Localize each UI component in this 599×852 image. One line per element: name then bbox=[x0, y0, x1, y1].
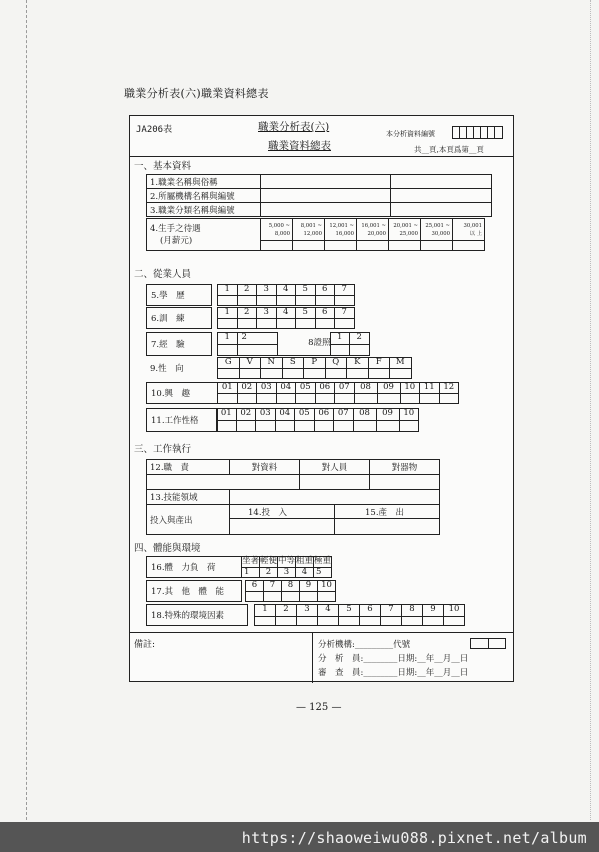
license-cell[interactable]: 2 bbox=[349, 332, 370, 356]
load-label: 16.體 力負 荷 bbox=[146, 556, 242, 578]
load-cell[interactable]: 極重 5 bbox=[314, 556, 332, 577]
work-trait-cell[interactable]: 04 bbox=[275, 408, 296, 432]
body-cell[interactable]: 9 bbox=[299, 580, 318, 602]
reviewer-line[interactable]: 審 查 員:________日期:__年__月__日 bbox=[318, 668, 469, 678]
wage-range[interactable]: 25,001 ~ 30,000 bbox=[421, 219, 453, 241]
load-cell[interactable]: 輕便 2 bbox=[260, 556, 278, 577]
environment-cell[interactable]: 7 bbox=[380, 604, 402, 626]
education-cell[interactable]: 3 bbox=[256, 284, 277, 306]
section-basic-title: 一、基本資料 bbox=[134, 161, 192, 172]
aptitude-cell[interactable]: F bbox=[368, 357, 391, 379]
duty-data-col[interactable]: 對資料 bbox=[230, 460, 300, 475]
environment-cell[interactable]: 9 bbox=[422, 604, 444, 626]
load-cells bbox=[242, 556, 332, 578]
aptitude-cell[interactable]: V bbox=[239, 357, 262, 379]
training-cell[interactable]: 6 bbox=[315, 307, 336, 329]
watermark-bar bbox=[0, 822, 599, 852]
interest-cell[interactable]: 12 bbox=[439, 382, 460, 404]
interest-cell[interactable]: 10 bbox=[400, 382, 421, 404]
section-workers-title: 二、從業人員 bbox=[134, 269, 192, 280]
training-cell[interactable]: 3 bbox=[256, 307, 277, 329]
aptitude-cell[interactable]: G bbox=[217, 357, 240, 379]
training-cell[interactable]: 7 bbox=[334, 307, 355, 329]
basic-row-label: 3.職業分類名稱與編號 bbox=[147, 203, 261, 217]
analysis-form bbox=[129, 115, 514, 682]
interest-cell[interactable]: 11 bbox=[419, 382, 440, 404]
load-cell[interactable]: 中等 3 bbox=[278, 556, 296, 577]
work-trait-cell[interactable]: 02 bbox=[236, 408, 257, 432]
environment-cell[interactable]: 6 bbox=[359, 604, 381, 626]
work-trait-label: 11.工作性格 bbox=[146, 408, 218, 432]
work-trait-cell[interactable]: 07 bbox=[333, 408, 354, 432]
aptitude-cell[interactable]: S bbox=[282, 357, 305, 379]
output-field[interactable] bbox=[335, 519, 440, 535]
wage-table bbox=[146, 218, 485, 251]
environment-label: 18.特殊的環境因素 bbox=[146, 604, 248, 626]
interest-cell[interactable]: 05 bbox=[295, 382, 316, 404]
table-row bbox=[147, 475, 440, 490]
input-field[interactable] bbox=[230, 519, 335, 535]
interest-cell[interactable]: 06 bbox=[315, 382, 336, 404]
environment-cells bbox=[255, 604, 465, 626]
experience-label: 7.經 驗 bbox=[146, 332, 212, 356]
skill-field[interactable] bbox=[230, 490, 440, 505]
education-label: 5.學 歷 bbox=[146, 284, 212, 306]
wage-range[interactable]: 30,001 以 上 bbox=[453, 219, 485, 241]
table-row bbox=[147, 460, 440, 475]
form-id-boxes[interactable] bbox=[452, 126, 503, 139]
page-edge-right bbox=[590, 0, 591, 820]
form-code: JA206表 bbox=[136, 125, 173, 135]
output-label: 15.產 出 bbox=[335, 505, 440, 519]
work-trait-cell[interactable]: 05 bbox=[294, 408, 315, 432]
education-cell[interactable]: 4 bbox=[276, 284, 297, 306]
interest-cell[interactable]: 04 bbox=[276, 382, 297, 404]
environment-cell[interactable]: 10 bbox=[443, 604, 465, 626]
wage-range[interactable]: 5,000 ~ 8,000 bbox=[261, 219, 293, 241]
duty-label: 12.職 責 bbox=[147, 460, 230, 475]
load-cell[interactable]: 坐著 1 bbox=[242, 556, 260, 577]
environment-cell[interactable]: 3 bbox=[296, 604, 318, 626]
basic-field[interactable] bbox=[391, 189, 492, 203]
license-label-cell: 8證照 bbox=[277, 332, 331, 356]
wage-range[interactable]: 12,001 ~ 16,000 bbox=[325, 219, 357, 241]
environment-cell[interactable]: 1 bbox=[254, 604, 276, 626]
interest-cell[interactable]: 03 bbox=[256, 382, 277, 404]
duty-people-col[interactable]: 對人員 bbox=[300, 460, 370, 475]
section-physical-title: 四、體能與環境 bbox=[134, 543, 201, 554]
basic-row-label: 1.職業名稱與俗稱 bbox=[147, 175, 261, 189]
training-cell[interactable]: 5 bbox=[295, 307, 316, 329]
aptitude-label: 9.性 向 bbox=[150, 364, 184, 374]
training-cell[interactable]: 2 bbox=[237, 307, 258, 329]
wage-label: 4.生手之待遇 (月薪元) bbox=[147, 219, 261, 251]
watermark-url: https://shaoweiwu088.pixnet.net/album bbox=[241, 829, 587, 847]
work-trait-cell[interactable]: 06 bbox=[314, 408, 335, 432]
experience-cells bbox=[218, 332, 370, 356]
work-trait-cell[interactable]: 01 bbox=[216, 408, 237, 432]
education-cell[interactable]: 6 bbox=[315, 284, 336, 306]
table-row bbox=[147, 219, 485, 241]
work-trait-cell[interactable]: 03 bbox=[255, 408, 276, 432]
aptitude-cell[interactable]: N bbox=[260, 357, 283, 379]
form-page-note: 共__頁,本頁爲第__頁 bbox=[414, 145, 484, 154]
basic-field[interactable] bbox=[261, 203, 391, 217]
wage-range[interactable]: 20,001 ~ 25,000 bbox=[389, 219, 421, 241]
interest-cell[interactable]: 08 bbox=[354, 382, 378, 404]
training-cell[interactable]: 4 bbox=[276, 307, 297, 329]
header-divider bbox=[130, 156, 513, 157]
aptitude-cell[interactable]: M bbox=[389, 357, 412, 379]
work-trait-cells bbox=[217, 408, 419, 432]
environment-cell[interactable]: 5 bbox=[338, 604, 360, 626]
form-id-label: 本分析資料編號 bbox=[386, 130, 435, 138]
experience-cell[interactable]: 1 bbox=[217, 332, 238, 356]
education-cell[interactable]: 2 bbox=[237, 284, 258, 306]
aptitude-cell[interactable]: K bbox=[346, 357, 369, 379]
form-subtitle: 職業資料總表 bbox=[268, 140, 331, 152]
table-row bbox=[147, 175, 492, 189]
duty-things-col[interactable]: 對器物 bbox=[370, 460, 440, 475]
form-title: 職業分析表(六) bbox=[258, 121, 330, 133]
training-label: 6.訓 練 bbox=[146, 307, 212, 329]
agency-line[interactable]: 分析機構:_________代號 bbox=[318, 640, 411, 650]
load-cell[interactable]: 粗重 4 bbox=[296, 556, 314, 577]
environment-cell[interactable]: 2 bbox=[275, 604, 297, 626]
body-cell[interactable]: 6 bbox=[245, 580, 264, 602]
table-row bbox=[147, 203, 492, 217]
body-label: 17.其 他 體 能 bbox=[146, 580, 242, 602]
basic-field[interactable] bbox=[261, 175, 391, 189]
page-number: — 125 — bbox=[296, 702, 342, 713]
work-trait-cell[interactable]: 09 bbox=[376, 408, 400, 432]
work-trait-cell[interactable]: 08 bbox=[353, 408, 377, 432]
environment-cell[interactable]: 4 bbox=[317, 604, 339, 626]
execution-table bbox=[146, 459, 440, 505]
body-cells bbox=[246, 580, 336, 602]
input-label: 14.投 入 bbox=[230, 505, 335, 519]
aptitude-cell[interactable]: Q bbox=[325, 357, 348, 379]
basic-field[interactable] bbox=[391, 203, 492, 217]
interest-cell[interactable]: 02 bbox=[237, 382, 258, 404]
table-row bbox=[147, 490, 440, 505]
aptitude-cells bbox=[218, 357, 412, 379]
body-cell[interactable]: 10 bbox=[317, 580, 336, 602]
io-label: 投入與產出 bbox=[147, 505, 230, 535]
basic-field[interactable] bbox=[261, 189, 391, 203]
remarks-label: 備註: bbox=[134, 640, 156, 650]
interest-cell[interactable]: 07 bbox=[334, 382, 355, 404]
work-trait-cell[interactable]: 10 bbox=[399, 408, 420, 432]
page-heading: 職業分析表(六)職業資料總表 bbox=[124, 87, 269, 100]
experience-cell[interactable]: 2 bbox=[237, 332, 278, 356]
interest-cell[interactable]: 01 bbox=[217, 382, 238, 404]
body-cell[interactable]: 8 bbox=[281, 580, 300, 602]
education-cell[interactable]: 1 bbox=[217, 284, 238, 306]
education-cell[interactable]: 7 bbox=[334, 284, 355, 306]
training-cells bbox=[218, 307, 355, 329]
license-cell[interactable]: 1 bbox=[330, 332, 351, 356]
remarks-section bbox=[130, 632, 513, 683]
io-table bbox=[146, 504, 440, 535]
wage-range[interactable]: 16,001 ~ 20,000 bbox=[357, 219, 389, 241]
training-cell[interactable]: 1 bbox=[217, 307, 238, 329]
remarks-divider bbox=[312, 633, 313, 683]
wage-range[interactable]: 8,001 ~ 12,000 bbox=[293, 219, 325, 241]
aptitude-cell[interactable]: P bbox=[303, 357, 326, 379]
interest-cells bbox=[218, 382, 459, 404]
section-execution-title: 三、工作執行 bbox=[134, 444, 192, 455]
basic-info-table bbox=[146, 174, 492, 217]
education-cells bbox=[218, 284, 355, 306]
skill-label: 13.技能領域 bbox=[147, 490, 230, 505]
agency-code-box[interactable] bbox=[470, 638, 506, 649]
basic-row-label: 2.所屬機構名稱與編號 bbox=[147, 189, 261, 203]
basic-field[interactable] bbox=[391, 175, 492, 189]
page-edge-left bbox=[26, 0, 27, 820]
table-row bbox=[147, 505, 440, 519]
interest-cell[interactable]: 09 bbox=[377, 382, 401, 404]
table-row bbox=[147, 189, 492, 203]
education-cell[interactable]: 5 bbox=[295, 284, 316, 306]
body-cell[interactable]: 7 bbox=[263, 580, 282, 602]
environment-cell[interactable]: 8 bbox=[401, 604, 423, 626]
analyst-line[interactable]: 分 析 員:________日期:__年__月__日 bbox=[318, 654, 469, 664]
interest-label: 10.興 趣 bbox=[146, 382, 218, 404]
